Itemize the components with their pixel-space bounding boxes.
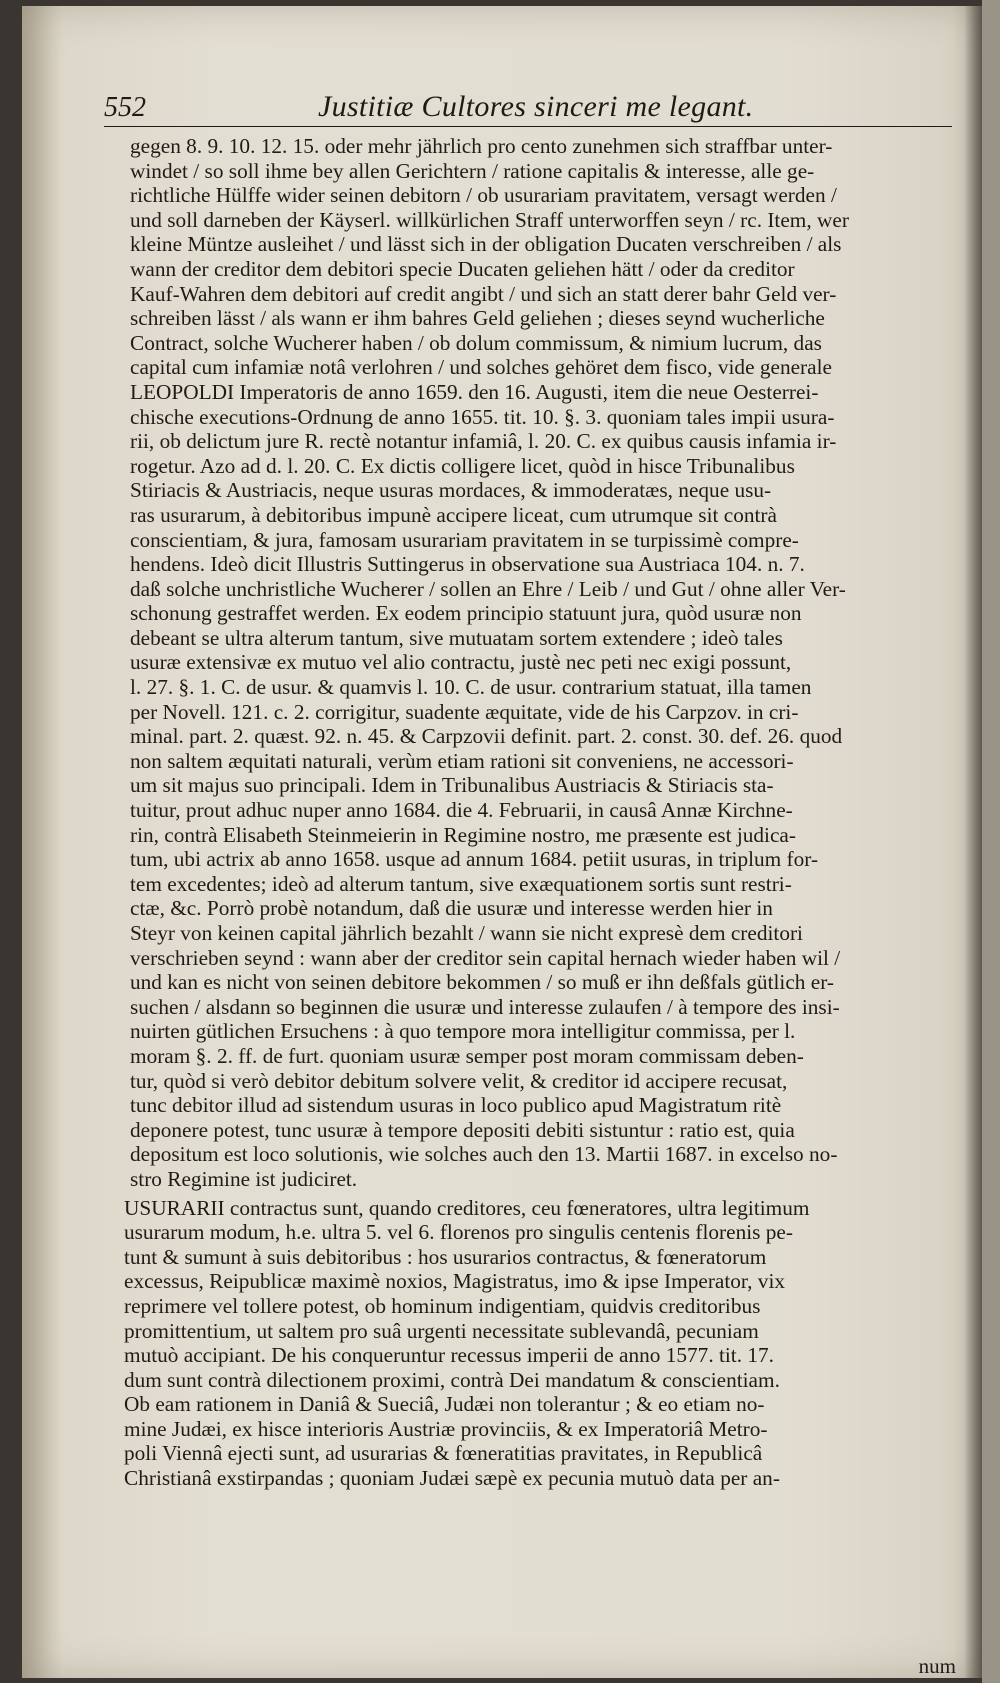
text-line: ras usurarum, à debitoribus impunè accipere liceat, cum utrumque sit contrà xyxy=(130,502,777,527)
adjacent-page-edge xyxy=(982,0,1000,1683)
text-line: und kan es nicht von seinen debitore bekommen / so muß er ihn deßfals gütlich er- xyxy=(130,970,834,995)
text-line: rogetur. Azo ad d. l. 20. C. Ex dictis colligere licet, quòd in hisce Tribunalibus xyxy=(130,453,795,478)
text-line: suchen / alsdann so beginnen die usuræ und interesse zulaufen / à tempore des insi- xyxy=(130,994,840,1019)
text-line: schreiben lässt / als wann er ihm bahres Geld geliehen ; dieses seynd wucherliche xyxy=(130,306,825,331)
text-line: tuitur, prout adhuc nuper anno 1684. die 4. Februarii, in causâ Annæ Kirchne- xyxy=(130,798,793,823)
text-line: Ob eam rationem in Daniâ & Sueciâ, Judæi non tolerantur ; & eo etiam no- xyxy=(124,1392,765,1417)
text-line: non saltem æquitati naturali, verùm etiam rationi sit conveniens, ne accessori- xyxy=(130,748,794,773)
text-line: usurarum modum, h.e. ultra 5. vel 6. florenos pro singulis centenis florenis pe- xyxy=(124,1220,793,1245)
text-line: dum sunt contrà dilectionem proximi, contrà Dei mandatum & conscientiam. xyxy=(124,1367,780,1392)
text-line: Contract, solche Wucherer haben / ob dolum commissum, & nimium lucrum, das xyxy=(130,330,822,355)
text-line: ctæ, &c. Porrò probè notandum, daß die usuræ und interesse werden hier in xyxy=(130,896,773,921)
text-line: Steyr von keinen capital jährlich bezahlt / wann sie nicht expresè dem creditori xyxy=(130,921,803,945)
page-fold-shadow xyxy=(964,6,982,1678)
text-line: Kauf-Wahren dem debitori auf credit angibt / und sich an statt derer bahr Geld ver- xyxy=(130,281,837,306)
text-line: tem excedentes; ideò ad alterum tantum, sive exæquationem sortis sunt restri- xyxy=(130,871,792,896)
text-line: deponere potest, tunc usuræ à tempore depositi debiti sistuntur : ratio est, quia xyxy=(130,1117,795,1142)
catchword: num xyxy=(918,1654,956,1678)
text-line: LEOPOLDI Imperatoris de anno 1659. den 16. Augusti, item die neue Oesterrei- xyxy=(130,379,819,404)
text-line: rii, ob delictum jure R. rectè notantur infamiâ, l. 20. C. ex quibus causis infamia ir- xyxy=(130,429,837,454)
text-line: tum, ubi actrix ab anno 1658. usque ad annum 1684. petiit usuras, in triplum for- xyxy=(130,847,819,872)
text-line: reprimere vel tollere potest, ob hominum indigentiam, quidvis creditoribus xyxy=(124,1293,761,1318)
text-line: daß solche unchristliche Wucherer / sollen an Ehre / Leib / und Gut / ohne aller Ver- xyxy=(130,576,846,601)
text-line: gegen 8. 9. 10. 12. 15. oder mehr jährlich pro cento zunehmen sich straffbar unter- xyxy=(130,134,833,158)
text-line: minal. part. 2. quæst. 92. n. 45. & Carpzovii definit. part. 2. const. 30. def. 26. quod xyxy=(130,724,843,749)
page-gutter-shading xyxy=(22,6,62,1678)
text-line: rin, contrà Elisabeth Steinmeierin in Regimine nostro, me præsente est judica- xyxy=(130,822,796,847)
text-line: tunc debitor illud ad sistendum usuras in loco publico apud Magistratum ritè xyxy=(130,1093,782,1118)
text-line: tunt & sumunt à suis debitoribus : hos usurarios contractus, & fœneratorum xyxy=(124,1244,767,1269)
text-line: excessus, Reipublicæ maximè noxios, Magistratus, imo & ipse Imperator, vix xyxy=(124,1269,786,1294)
text-line: stro Regimine ist judiciret. xyxy=(130,1166,358,1191)
text-line: per Novell. 121. c. 2. corrigitur, suadente æquitate, vide de his Carpzov. in cri- xyxy=(130,699,799,724)
text-line: conscientiam, & jura, famosam usurariam pravitatem in se turpissimè compre- xyxy=(130,527,799,552)
text-line: verschrieben seynd : wann aber der creditor sein capital hernach wieder haben wil / xyxy=(130,945,841,970)
paragraph-1 xyxy=(130,134,956,1192)
text-line: chische executions-Ordnung de anno 1655. tit. 10. §. 3. quoniam tales impii usura- xyxy=(130,404,835,429)
text-line: promittentium, ut saltem pro suâ urgenti necessitate sublevandâ, pecuniam xyxy=(124,1318,759,1343)
text-line: USURARII contractus sunt, quando creditores, ceu fœneratores, ultra legitimum xyxy=(124,1195,810,1220)
text-line: depositum est loco solutionis, wie solches auch den 13. Martii 1687. in excelso no- xyxy=(130,1142,838,1167)
text-line: mutuò accipiant. De his conqueruntur recessus imperii de anno 1577. tit. 17. xyxy=(124,1343,774,1368)
text-line: Stiriacis & Austriacis, neque usuras mordaces, & immoderatæs, neque usu- xyxy=(130,478,772,503)
page-number: 552 xyxy=(104,92,146,123)
text-line: tur, quòd si verò debitor debitum solvere velit, & creditor id accipere recusat, xyxy=(130,1068,788,1093)
text-line: nuirten gütlichen Ersuchens : à quo tempore mora intelligitur commissa, per l. xyxy=(130,1019,796,1044)
text-line: kleine Müntze ausleihet / und lässt sich in der obligation Ducaten verschreiben / als xyxy=(130,232,842,257)
paragraph-2 xyxy=(124,1196,956,1491)
text-line: l. 27. §. 1. C. de usur. & quamvis l. 10. C. de usur. contrarium statuat, illa tamen xyxy=(130,675,812,700)
text-line: richtliche Hülffe wider seinen debitorn / ob usurariam pravitatem, versagt werden / xyxy=(130,183,837,208)
text-line: hendens. Ideò dicit Illustris Suttingerus in observatione sua Austriaca 104. n. 7. xyxy=(130,552,805,577)
text-line: mine Judæi, ex hisce interioris Austriæ provinciis, & ex Imperatoriâ Metro- xyxy=(124,1416,768,1441)
text-line: windet / so soll ihme bey allen Gerichtern / ratione capitalis & interesse, alle ge- xyxy=(130,158,815,183)
text-line: wann der creditor dem debitori specie Ducaten geliehen hätt / oder da creditor xyxy=(130,256,795,281)
body-text xyxy=(124,134,956,1491)
text-line: usuræ extensivæ ex mutuo vel alio contractu, justè nec peti nec exigi possunt, xyxy=(130,650,792,675)
text-line: capital cum infamiæ notâ verlohren / und solches gehöret dem fisco, vide generale xyxy=(130,355,832,380)
text-line: debeant se ultra alterum tantum, sive mutuatam sortem extendere ; ideò tales xyxy=(130,625,783,650)
text-line: poli Viennâ ejecti sunt, ad usurarias & fœneratitias pravitates, in Republicâ xyxy=(124,1441,763,1466)
text-line: schonung gestraffet werden. Ex eodem principio statuunt jura, quòd usuræ non xyxy=(130,601,802,626)
text-line: und soll darneben der Käyserl. willkürlichen Straff unterworffen seyn / rc. Item, wer xyxy=(130,207,849,232)
text-line: um sit majus suo principali. Idem in Tribunalibus Austriacis & Stiriacis sta- xyxy=(130,773,774,798)
text-line: moram §. 2. ff. de furt. quoniam usuræ semper post moram commissam deben- xyxy=(130,1043,804,1068)
page-header xyxy=(104,82,952,127)
running-head: Justitiæ Cultores sinceri me legant. xyxy=(318,90,754,123)
text-line: Christianâ exstirpandas ; quoniam Judæi sæpè ex pecunia mutuò data per an- xyxy=(124,1466,780,1491)
